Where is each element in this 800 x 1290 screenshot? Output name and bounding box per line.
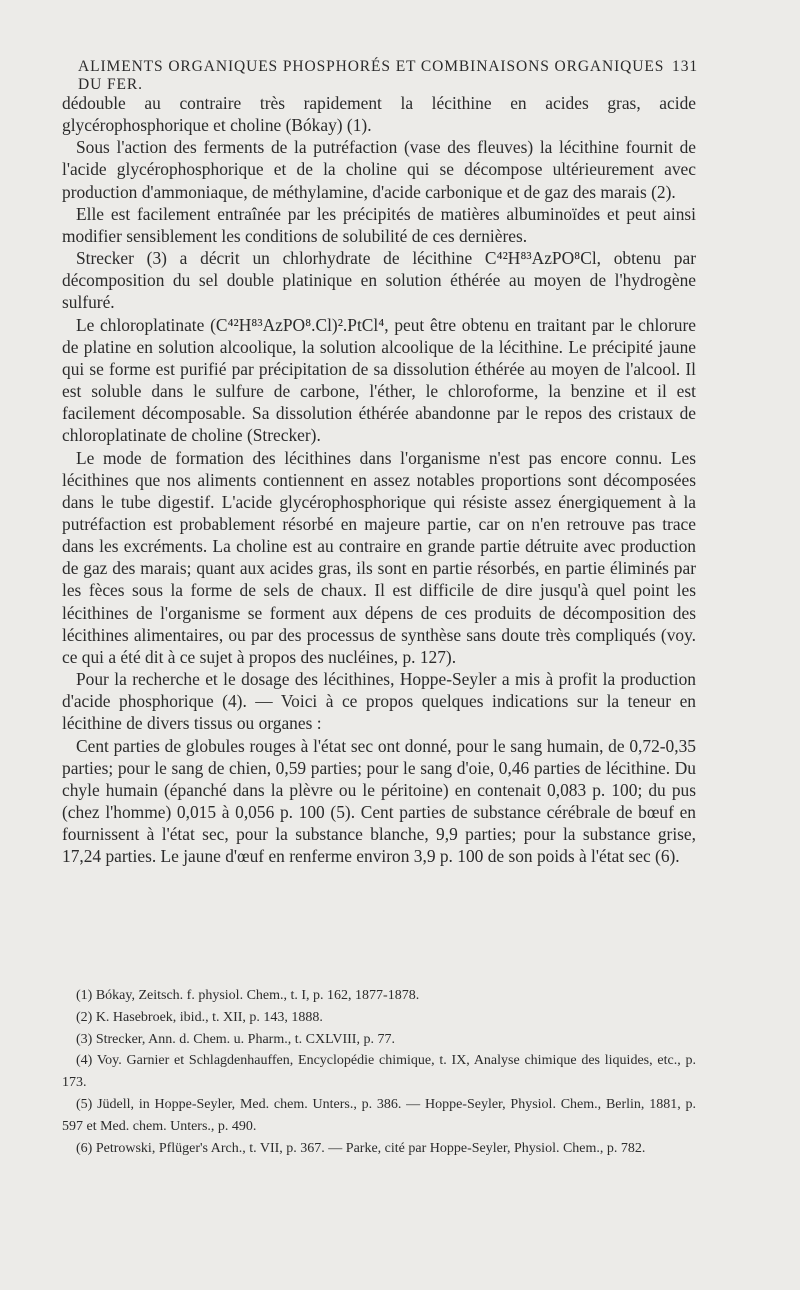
footnote: (1) Bókay, Zeitsch. f. physiol. Chem., t. I, p. 162, 1877-1878.	[76, 988, 420, 1003]
paragraph: Strecker (3) a décrit un chlorhydrate de lécithine C⁴²H⁸³AzPO⁸Cl, obtenu par décomposition du sel double platinique en solution éthérée au moyen de l'hydrogène sulfuré.	[62, 248, 696, 313]
running-header	[78, 58, 698, 94]
footnote: (4) Voy. Garnier et Schlagdenhauffen, Encyclopédie chimique, t. IX, Analyse chimique des liquides, etc., p. 173.	[62, 1053, 696, 1091]
paragraph: Sous l'action des ferments de la putréfaction (vase des fleuves) la lécithine fournit de l'acide glycérophosphorique et de la choline qui se décompose ultérieurement avec production d'ammoniaque, de méthylamine, d'acide carbonique et de gaz des marais (2).	[62, 137, 696, 202]
footnotes	[62, 985, 696, 1159]
footnote: (2) K. Hasebroek, ibid., t. XII, p. 143, 1888.	[76, 1009, 323, 1025]
paragraph: dédouble au contraire très rapidement la lécithine en acides gras, acide glycérophosphorique et choline (Bókay) (1).	[62, 93, 696, 136]
paragraph: Cent parties de globules rouges à l'état sec ont donné, pour le sang humain, de 0,72-0,35 parties; pour le sang de chien, 0,59 parties; pour le sang d'oie, 0,46 parties de lécithine. Du chyle humain (épanché dans la plèvre ou le péritoine) en contenait 0,083 p. 100; du pus (chez l'homme) 0,015 à 0,056 p. 100 (5). Cent parties de substance cérébrale de bœuf en fournissent à l'état sec, pour la substance blanche, 9,9 parties; pour la substance grise, 17,24 parties. Le jaune d'œuf en renferme environ 3,9 p. 100 de son poids à l'état sec (6).	[62, 735, 696, 867]
paragraph: Le mode de formation des lécithines dans l'organisme n'est pas encore connu. Les lécithines que nos aliments contiennent en assez notables proportions sont décomposées dans le tube digestif. L'acide glycérophosphorique qui résiste assez énergiquement à la putréfaction est probablement résorbé en majeure partie, car on n'en retrouve pas trace dans les excréments. La choline est au contraire en grande partie détruite avec production de gaz des marais; quant aux acides gras, ils sont en partie résorbés, en partie éliminés par les fèces sous la forme de sels de chaux. Il est difficile de dire jusqu'à quel point les lécithines de l'organisme se forment aux dépens de ces produits de décomposition des lécithines alimentaires, ou par des processus de synthèse sans doute très compliqués (voy. ce qui a été dit à ce sujet à propos des nucléines, p. 127).	[62, 447, 696, 667]
footnote: (6) Petrowski, Pflüger's Arch., t. VII, p. 367. — Parke, cité par Hoppe-Seyler, Physiol. Chem., p. 782.	[76, 1140, 646, 1156]
paragraph: Le chloroplatinate (C⁴²H⁸³AzPO⁸.Cl)².PtCl⁴, peut être obtenu en traitant par le chlorure de platine en solution alcoolique, la solution alcoolique de la lécithine. Le précipité jaune qui se forme est purifié par précipitation de sa dissolution éthérée au moyen de l'alcool. Il est soluble dans le sulfure de carbone, l'éther, le chloroforme, la benzine et il est facilement décomposable. Sa dissolution éthérée abandonne par le repos des cristaux de chloroplatinate de choline (Strecker).	[62, 314, 696, 446]
paragraph: Elle est facilement entraînée par les précipités de matières albuminoïdes et peut ainsi modifier sensiblement les conditions de solubilité de ces dernières.	[62, 203, 696, 246]
footnote: (3) Strecker, Ann. d. Chem. u. Pharm., t. CXLVIII, p. 77.	[76, 1031, 395, 1047]
footnote: (5) Jüdell, in Hoppe-Seyler, Med. chem. Unters., p. 386. — Hoppe-Seyler, Physiol. Chem., Berlin, 1881, p. 597 et Med. chem. Unters., p. 490.	[62, 1096, 696, 1134]
paragraph: Pour la recherche et le dosage des lécithines, Hoppe-Seyler a mis à profit la production d'acide phosphorique (4). — Voici à ce propos quelques indications sur la teneur en lécithine de divers tissus ou organes :	[62, 669, 696, 734]
page-number: 131	[672, 58, 698, 75]
running-title: ALIMENTS ORGANIQUES PHOSPHORÉS ET COMBINAISONS ORGANIQUES DU FER.	[78, 58, 665, 93]
body-text	[62, 92, 696, 867]
